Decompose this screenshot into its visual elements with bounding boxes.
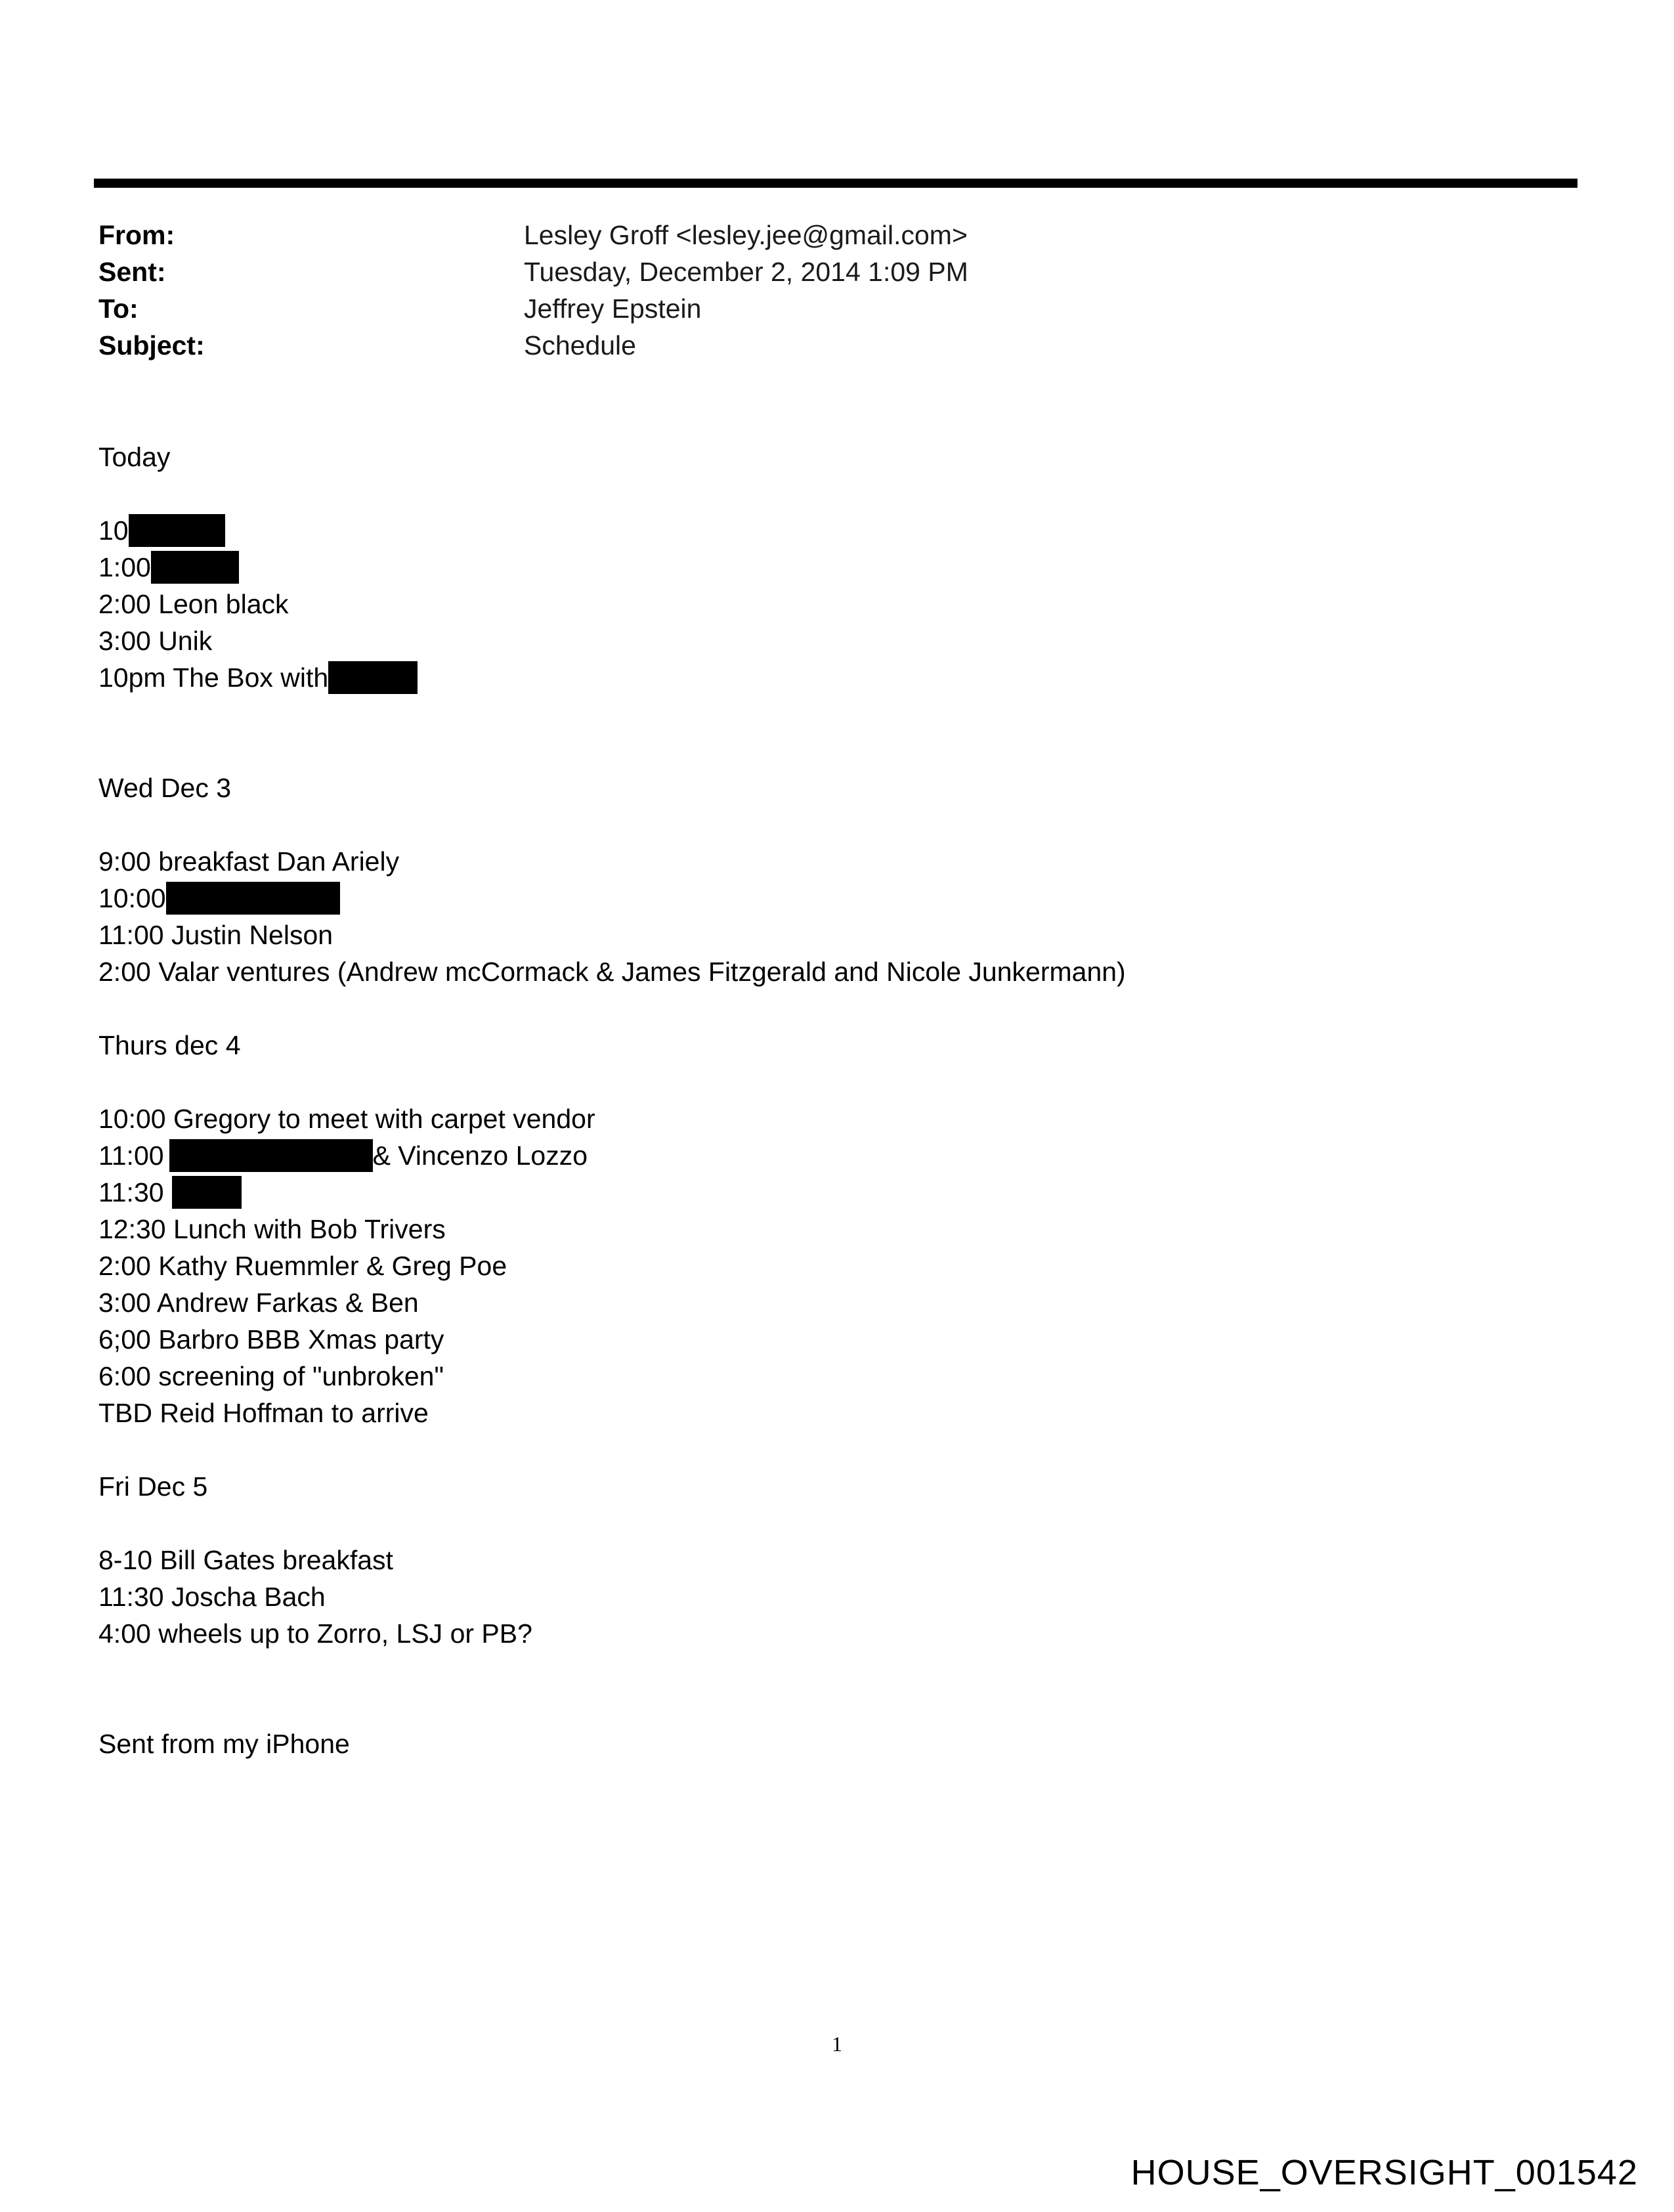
schedule-item-text: 2:00 Kathy Ruemmler & Greg Poe [98,1251,507,1281]
schedule-item-text: 11:30 [98,1177,164,1207]
schedule-item [98,1211,1543,1247]
schedule-item [98,1100,1543,1137]
schedule-item [98,1395,1543,1431]
schedule-item-text: 11:00 Justin Nelson [98,920,333,950]
schedule-item-text: 10pm The Box with [98,662,329,693]
schedule-item-text: 6;00 Barbro BBB Xmas party [98,1324,444,1355]
schedule-item [98,917,1543,953]
schedule-item [98,1284,1543,1321]
spacer [98,696,1543,770]
subject-label: Subject: [98,330,205,360]
schedule-item-text: 3:00 Andrew Farkas & Ben [98,1288,419,1318]
bates-number: HOUSE_OVERSIGHT_001542 [1130,2153,1638,2192]
redaction-box [172,1176,242,1209]
thurs-heading: Thurs dec 4 [98,1030,241,1060]
schedule-item [98,880,1543,917]
redaction-box [151,551,239,584]
to-row [98,290,1543,327]
schedule-item [98,843,1543,880]
from-label: From: [98,220,175,250]
today-heading: Today [98,442,171,472]
schedule-item [98,1321,1543,1358]
schedule-item [98,1542,1543,1578]
schedule-item [98,622,1543,659]
spacer [98,1064,1543,1100]
subject-value: Schedule [524,330,636,360]
schedule-item [98,549,1543,586]
from-value: Lesley Groff <lesley.jee@gmail.com> [524,220,968,250]
sent-label: Sent: [98,257,166,287]
schedule-item [98,659,1543,696]
schedule-item-text: 4:00 wheels up to Zorro, LSJ or PB? [98,1618,532,1649]
schedule-item [98,1174,1543,1211]
schedule-item [98,1615,1543,1652]
schedule-item [98,1358,1543,1395]
email-body [98,439,1543,1762]
redaction-box [129,514,225,547]
schedule-item [98,1578,1543,1615]
schedule-item-text: 10:00 Gregory to meet with carpet vendor [98,1104,595,1134]
sent-value: Tuesday, December 2, 2014 1:09 PM [524,257,968,287]
schedule-item-text: 1:00 [98,552,151,582]
schedule-item [98,1247,1543,1284]
schedule-item [98,586,1543,622]
schedule-item [98,512,1543,549]
schedule-item-text: 6:00 screening of "unbroken" [98,1361,444,1391]
schedule-item-text: 3:00 Unik [98,626,213,656]
from-row [98,217,1543,253]
schedule-item-text: 8-10 Bill Gates breakfast [98,1545,393,1575]
schedule-item-text: 2:00 Leon black [98,589,289,619]
redaction-box [328,661,418,694]
spacer [98,990,1543,1027]
email-header [98,217,1543,364]
schedule-item-text: 10 [98,515,129,546]
schedule-item-text: 9:00 breakfast Dan Ariely [98,846,400,877]
schedule-item-text: 10:00 [98,883,166,913]
email-signature: Sent from my iPhone [98,1729,350,1759]
schedule-item [98,1137,1543,1174]
fri-heading: Fri Dec 5 [98,1471,208,1502]
schedule-item-text: TBD Reid Hoffman to arrive [98,1398,429,1428]
spacer [98,806,1543,843]
schedule-item-text: 11:30 Joscha Bach [98,1582,326,1612]
schedule-item-text: 12:30 Lunch with Bob Trivers [98,1214,446,1244]
sent-row [98,253,1543,290]
redaction-box [166,882,340,915]
page-number: 1 [832,2032,842,2056]
to-value: Jeffrey Epstein [524,293,702,324]
header-rule [94,179,1577,188]
spacer [98,475,1543,512]
spacer [98,1652,1543,1725]
to-label: To: [98,293,139,324]
spacer [98,1431,1543,1468]
schedule-item-text: & Vincenzo Lozzo [372,1140,588,1171]
redaction-box [169,1139,373,1172]
subject-row [98,327,1543,364]
schedule-item-text: 11:00 [98,1140,164,1171]
schedule-item-text: 2:00 Valar ventures (Andrew mcCormack & James Fitzgerald and Nicole Junkermann) [98,957,1126,987]
spacer [98,1505,1543,1542]
schedule-item [98,953,1543,990]
wed-heading: Wed Dec 3 [98,773,232,803]
